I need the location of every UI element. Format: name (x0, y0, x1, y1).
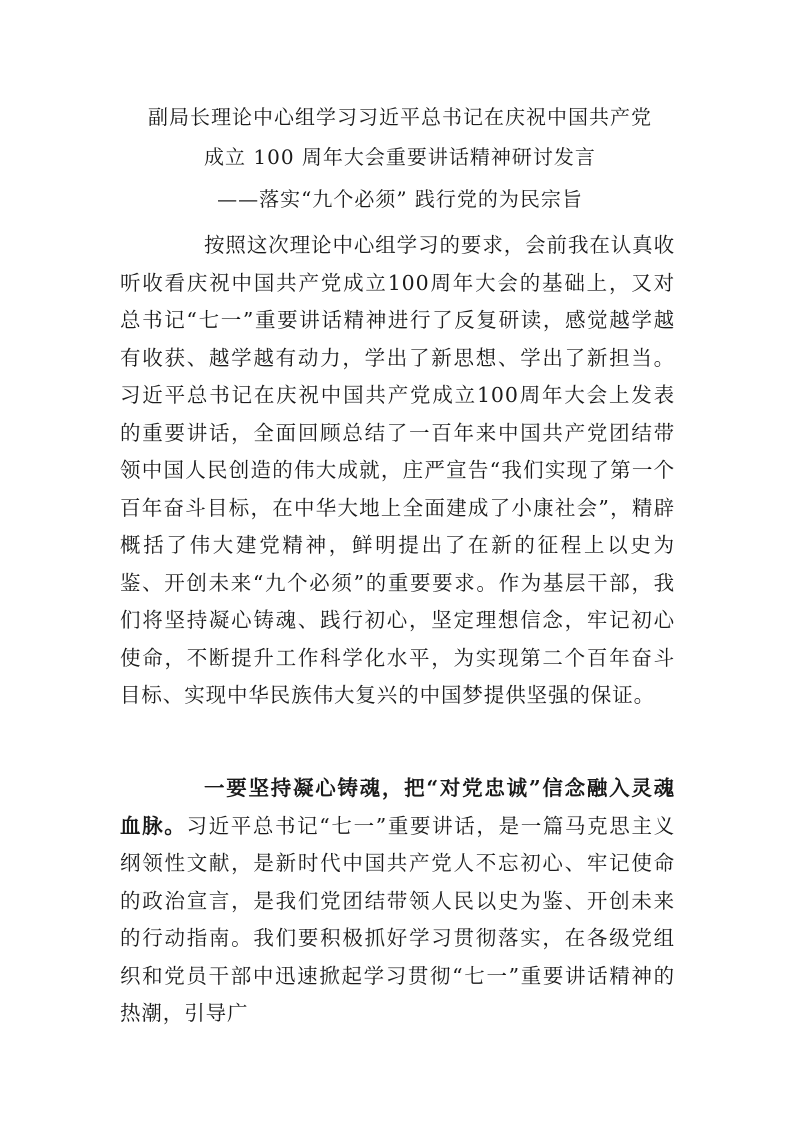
paragraph-1: 按照这次理论中心组学习的要求，会前我在认真收听收看庆祝中国共产党成立100周年大会的基础上，又对总书记“七一”重要讲话精神进行了反复研读，感觉越学越有收获、越学越有动力，学出了新思想、学出了新担当。习近平总书记在庆祝中国共产党成立100周年大会上发表的重要讲话，全面回顾总结了一百年来中国共产党团结带领中国人民创造的伟大成就，庄严宣告“我们实现了第一个百年奋斗目标，在中华大地上全面建成了小康社会”，精辟概括了伟大建党精神，鲜明提出了在新的征程上以史为鉴、开创未来“九个必须”的重要要求。作为基层干部，我们将坚持凝心铸魂、践行初心，坚定理想信念，牢记初心使命，不断提升工作科学化水平，为实现第二个百年奋斗目标、实现中华民族伟大复兴的中国梦提供坚强的保证。 (120, 233, 675, 707)
title-line-2: 成立 100 周年大会重要讲话精神研讨发言 (204, 145, 596, 169)
paragraph-2-body: 习近平总书记“七一”重要讲话，是一篇马克思主义纲领性文献，是新时代中国共产党人不忘初心、牢记使命的政治宣言，是我们党团结带领人民以史为鉴、开创未来的行动指南。我们要积极抓好学习贯彻落实，在各级党组织和党员干部中迅速掀起学习贯彻“七一”重要讲话精神的热潮，引导广 (120, 813, 675, 1025)
subtitle: ——落实“九个必须” 践行党的为民宗旨 (217, 187, 583, 211)
paragraph-2-lead: 一要坚持凝心铸魂，把“对党忠诚”信念融入灵魂血脉。 (120, 776, 675, 838)
title-line-1: 副局长理论中心组学习习近平总书记在庆祝中国共产党 (148, 105, 652, 129)
paragraph-2 (120, 770, 675, 1033)
